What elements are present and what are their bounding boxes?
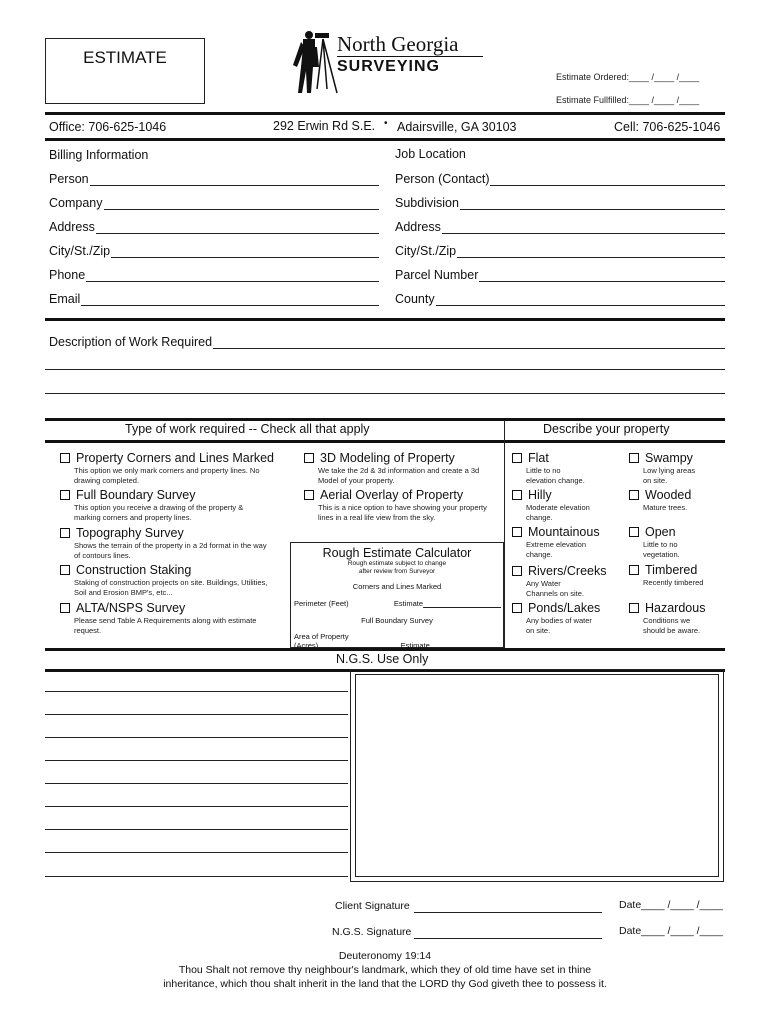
- logo-line2: SURVEYING: [337, 58, 440, 75]
- address-bullet: •: [384, 118, 388, 129]
- checkbox-icon[interactable]: [629, 490, 639, 500]
- work-heading-rule: [45, 440, 725, 443]
- scripture-line-1: Thou Shalt not remove thy neighbour's landmark, which they of old time have set in thine: [178, 964, 592, 976]
- job-contact-field[interactable]: Person (Contact): [395, 172, 725, 186]
- ngs-signature-label: N.G.S. Signature: [332, 926, 412, 938]
- property-mountainous[interactable]: Mountainous Extreme elevation change.: [512, 525, 612, 559]
- checkbox-icon[interactable]: [304, 453, 314, 463]
- header-top-rule: [45, 112, 725, 115]
- ngs-line[interactable]: [45, 691, 348, 692]
- checkbox-icon[interactable]: [629, 453, 639, 463]
- description-field[interactable]: Description of Work Required: [49, 335, 725, 349]
- checkbox-icon[interactable]: [60, 565, 70, 575]
- logo-line1: North Georgia: [337, 32, 459, 56]
- checkbox-icon[interactable]: [512, 453, 522, 463]
- estimate-title-box: [45, 38, 205, 104]
- header-bottom-rule: [45, 138, 725, 141]
- ngs-heading: N.G.S. Use Only: [336, 652, 429, 666]
- option-full-boundary[interactable]: Full Boundary Survey This option you receive a drawing of the property & marking corners and property lines.: [60, 488, 270, 522]
- description-bottom-rule: [45, 418, 725, 421]
- billing-email-field[interactable]: Email: [49, 292, 379, 306]
- checkbox-icon[interactable]: [629, 565, 639, 575]
- billing-person-field[interactable]: Person: [49, 172, 379, 186]
- job-parcel-field[interactable]: Parcel Number: [395, 268, 725, 282]
- ngs-line[interactable]: [45, 806, 348, 807]
- perimeter-label: Perimeter (Feet): [294, 599, 349, 608]
- client-date[interactable]: Date____ /____ /____: [619, 899, 723, 911]
- ngs-line[interactable]: [45, 876, 348, 877]
- surveyor-logo-icon: [283, 27, 343, 97]
- billing-phone-field[interactable]: Phone: [49, 268, 379, 282]
- billing-company-field[interactable]: Company: [49, 196, 379, 210]
- property-hazardous[interactable]: Hazardous Conditions we should be aware.: [629, 601, 724, 635]
- street-address: 292 Erwin Rd S.E.: [273, 119, 376, 133]
- calculator-title: Rough Estimate Calculator: [322, 546, 472, 560]
- job-address-field[interactable]: Address: [395, 220, 725, 234]
- calculator-full-boundary-label: Full Boundary Survey: [361, 616, 433, 625]
- calculator-corners-label: Corners and Lines Marked: [352, 582, 442, 591]
- ngs-signature-line[interactable]: [414, 938, 602, 939]
- ngs-date[interactable]: Date____ /____ /____: [619, 925, 723, 937]
- checkbox-icon[interactable]: [304, 490, 314, 500]
- property-rivers[interactable]: Rivers/Creeks Any Water Channels on site.: [512, 564, 612, 598]
- ngs-line[interactable]: [45, 760, 348, 761]
- estimate-title: ESTIMATE: [83, 48, 167, 67]
- ngs-line[interactable]: [45, 829, 348, 830]
- client-signature-line[interactable]: [414, 912, 602, 913]
- property-swampy[interactable]: Swampy Low lying areas on site.: [629, 451, 724, 485]
- job-subdivision-field[interactable]: Subdivision: [395, 196, 725, 210]
- checkbox-icon[interactable]: [512, 566, 522, 576]
- description-line-2[interactable]: [45, 369, 725, 370]
- checkbox-icon[interactable]: [512, 603, 522, 613]
- ngs-sketch-box[interactable]: [350, 669, 724, 882]
- job-county-field[interactable]: County: [395, 292, 725, 306]
- ngs-top-rule: [45, 648, 725, 651]
- area-label: Area of Property (Acres): [294, 632, 349, 650]
- option-property-corners[interactable]: Property Corners and Lines Marked This option we only mark corners and property lines. No drawing completed.: [60, 451, 285, 485]
- checkbox-icon[interactable]: [512, 490, 522, 500]
- city-address: Adairsville, GA 30103: [397, 120, 517, 134]
- option-aerial-overlay[interactable]: Aerial Overlay of Property This is a nice option to have showing your property lines in a real life view from the sky.: [304, 488, 502, 522]
- checkbox-icon[interactable]: [60, 490, 70, 500]
- work-heading: Type of work required -- Check all that apply: [125, 422, 370, 436]
- checkbox-icon[interactable]: [629, 527, 639, 537]
- billing-heading: Billing Information: [49, 148, 149, 162]
- perimeter-estimate-input[interactable]: [423, 598, 501, 608]
- checkbox-icon[interactable]: [60, 528, 70, 538]
- area-estimate-label: Estimate: [400, 641, 430, 650]
- job-heading: Job Location: [395, 147, 466, 161]
- checkbox-icon[interactable]: [60, 453, 70, 463]
- estimate-calculator: [290, 542, 504, 648]
- estimate-ordered: Estimate Ordered:____ /____ /____: [556, 72, 700, 82]
- ngs-line[interactable]: [45, 783, 348, 784]
- billing-city-field[interactable]: City/St./Zip: [49, 244, 379, 258]
- description-line-3[interactable]: [45, 393, 725, 394]
- property-open[interactable]: Open Little to no vegetation.: [629, 525, 724, 559]
- calculator-subtitle-2: after review from Surveyor: [358, 568, 436, 575]
- option-construction-staking[interactable]: Construction Staking Staking of construction projects on site. Buildings, Utilities, Soil and Erosion BMP's, etc...: [60, 563, 270, 597]
- property-flat[interactable]: Flat Little to no elevation change.: [512, 451, 612, 485]
- billing-address-field[interactable]: Address: [49, 220, 379, 234]
- billing-bottom-rule: [45, 318, 725, 321]
- client-signature-label: Client Signature: [335, 900, 410, 912]
- job-city-field[interactable]: City/St./Zip: [395, 244, 725, 258]
- section-divider: [504, 420, 505, 648]
- scripture-reference: Deuteronomy 19:14: [338, 950, 432, 962]
- ngs-line[interactable]: [45, 737, 348, 738]
- scripture-line-2: inheritance, which thou shalt inherit in the land that the LORD thy God giveth thee to possess it.: [163, 978, 607, 990]
- property-wooded[interactable]: Wooded Mature trees.: [629, 488, 724, 513]
- ngs-line[interactable]: [45, 714, 348, 715]
- property-ponds[interactable]: Ponds/Lakes Any bodies of water on site.: [512, 601, 612, 635]
- property-timbered[interactable]: Timbered Recently timbered: [629, 563, 724, 588]
- option-topography[interactable]: Topography Survey Shows the terrain of the property in a 2d format in the way of contours lines.: [60, 526, 270, 560]
- calculator-subtitle-1: Rough estimate subject to change: [347, 560, 447, 567]
- office-phone: Office: 706-625-1046: [49, 120, 167, 134]
- cell-phone: Cell: 706-625-1046: [614, 120, 721, 134]
- property-heading: Describe your property: [543, 422, 670, 436]
- checkbox-icon[interactable]: [60, 603, 70, 613]
- perimeter-estimate-label: Estimate: [393, 599, 423, 608]
- checkbox-icon[interactable]: [512, 527, 522, 537]
- option-alta-nsps[interactable]: ALTA/NSPS Survey Please send Table A Requirements along with estimate request.: [60, 601, 275, 635]
- property-hilly[interactable]: Hilly Moderate elevation change.: [512, 488, 612, 522]
- estimate-fulfilled: Estimate Fullfilled:____ /____ /____: [556, 95, 700, 105]
- ngs-line[interactable]: [45, 852, 348, 853]
- checkbox-icon[interactable]: [629, 603, 639, 613]
- option-3d-modeling[interactable]: 3D Modeling of Property We take the 2d & 3d information and create a 3d Model of your property.: [304, 451, 499, 485]
- surveyor-logo: [283, 27, 493, 97]
